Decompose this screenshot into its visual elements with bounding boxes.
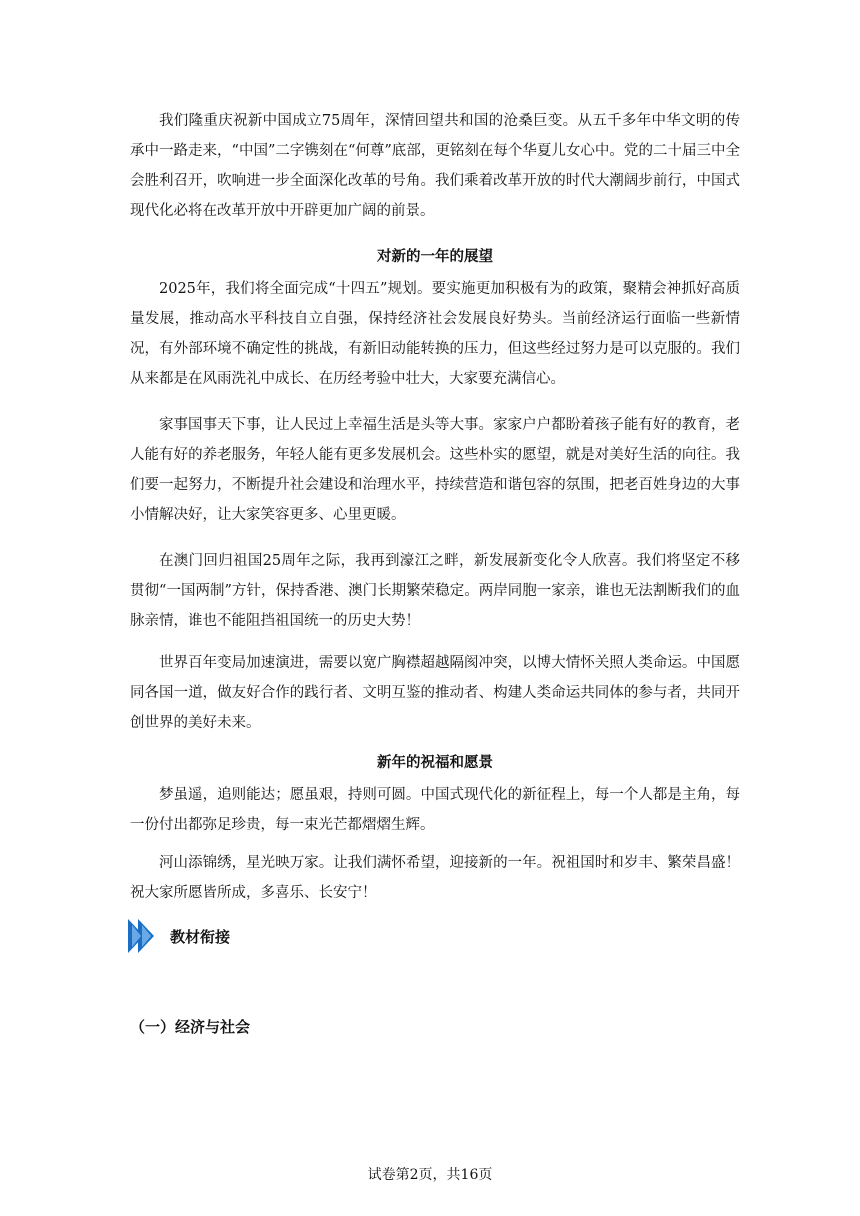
paragraph-wishes-2: 河山添锦绣，星光映万家。让我们满怀希望，迎接新的一年。祝祖国时和岁丰、繁荣昌盛！祝大家所愿皆所成，多喜乐、长安宁！ — [130, 855, 740, 901]
subsection-title: （一）经济与社会 — [130, 1018, 251, 1036]
heading-outlook: 对新的一年的展望 — [377, 249, 493, 265]
heading-wishes: 新年的祝福和愿景 — [377, 755, 493, 771]
section-header — [128, 918, 230, 954]
page-footer: 试卷第2页，共16页 — [367, 1167, 493, 1183]
paragraph-outlook-3: 在澳门回归祖国25周年之际，我再到濠江之畔，新发展新变化令人欣喜。我们将坚定不移贯彻“一国两制”方针，保持香港、澳门长期繁荣稳定。两岸同胞一家亲，谁也无法割断我们的血脉亲情，谁也不能阻挡祖国统一的历史大势！ — [130, 553, 740, 629]
paragraph-outlook-4: 世界百年变局加速演进，需要以宽广胸襟超越隔阂冲突，以博大情怀关照人类命运。中国愿同各国一道，做友好合作的践行者、文明互鉴的推动者、构建人类命运共同体的参与者，共同开创世界的美好未来。 — [130, 655, 740, 731]
paragraph-wishes-1: 梦虽遥，追则能达；愿虽艰，持则可圆。中国式现代化的新征程上，每一个人都是主角，每一份付出都弥足珍贵，每一束光芒都熠熠生辉。 — [130, 787, 740, 833]
paragraph-outlook-1: 2025年，我们将全面完成“十四五”规划。要实施更加积极有为的政策，聚精会神抓好高质量发展，推动高水平科技自立自强，保持经济社会发展良好势头。当前经济运行面临一些新情况，有外部环境不确定性的挑战，有新旧动能转换的压力，但这些经过努力是可以克服的。我们从来都是在风雨洗礼中成长、在历经考验中壮大，大家要充满信心。 — [130, 281, 740, 387]
double-chevron-right-icon — [128, 919, 164, 953]
paragraph-intro: 我们隆重庆祝新中国成立75周年，深情回望共和国的沧桑巨变。从五千多年中华文明的传承中一路走来，“中国”二字镌刻在“何尊”底部，更铭刻在每个华夏儿女心中。党的二十届三中全会胜利召开，吹响进一步全面深化改革的号角。我们乘着改革开放的时代大潮阔步前行，中国式现代化必将在改革开放中开辟更加广阔的前景。 — [130, 113, 740, 219]
paragraph-outlook-2: 家事国事天下事，让人民过上幸福生活是头等大事。家家户户都盼着孩子能有好的教育，老人能有好的养老服务，年轻人能有更多发展机会。这些朴实的愿望，就是对美好生活的向往。我们要一起努力，不断提升社会建设和治理水平，持续营造和谐包容的氛围，把老百姓身边的大事小情解决好，让大家笑容更多、心里更暖。 — [130, 417, 740, 523]
section-title: 教材衔接 — [170, 927, 231, 946]
